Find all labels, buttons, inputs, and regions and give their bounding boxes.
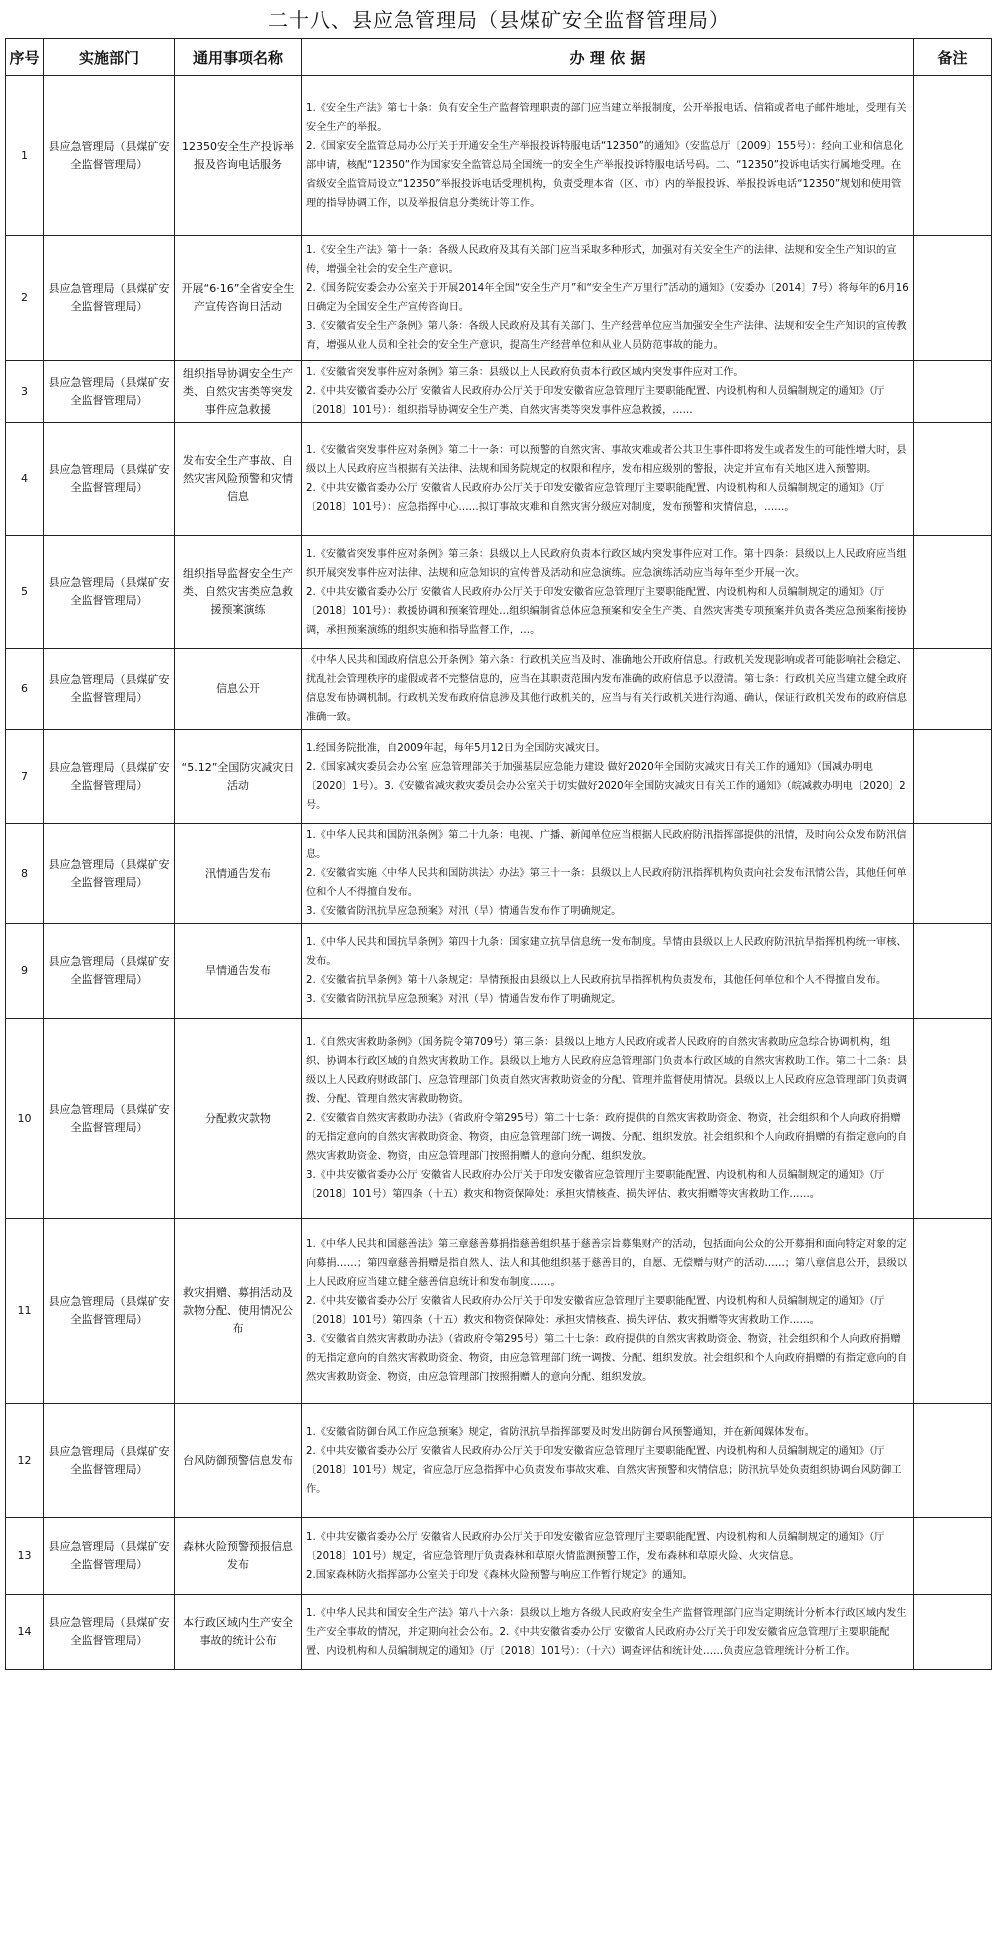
- row-dept: 县应急管理局（县煤矿安全监督管理局）: [44, 76, 175, 236]
- basis-paragraph: 2.《安徽省实施〈中华人民共和国防洪法〉办法》第三十一条：县级以上人民政府防汛指挥机构负责向社会发布汛情公告，其他任何单位和个人不得擅自发布。: [306, 868, 907, 898]
- basis-paragraph: 1.《中共安徽省委办公厅 安徽省人民政府办公厅关于印发安徽省应急管理厅主要职能配置、内设机构和人员编制规定的通知》（厅〔2018〕101号）规定，省应急管理厅负责森林和草原火情监测预警工作，发布森林和草原火险、火灾信息。: [306, 1531, 885, 1562]
- basis-paragraph: 2.国家森林防火指挥部办公室关于印发《森林火险预警与响应工作暂行规定》的通知。: [306, 1569, 693, 1581]
- row-item: 汛情通告发布: [175, 824, 302, 924]
- basis-paragraph: 2.《国务院安委会办公室关于开展2014年全国“安全生产月”和“安全生产万里行”活动的通知》（安委办〔2014〕7号）将每年的6月16日确定为全国安全生产宣传咨询日。: [306, 283, 909, 313]
- header-remark: 备注: [914, 39, 992, 76]
- basis-paragraph: 3.《安徽省安全生产条例》第八条：各级人民政府及其有关部门、生产经营单位应当加强安全生产法律、法规和安全生产知识的宣传教育，增强从业人员和全社会的安全生产意识，提高生产经营单位和从业人员防范事故的能力。: [306, 321, 907, 351]
- basis-paragraph: 1.《自然灾害救助条例》（国务院令第709号）第三条：县级以上地方人民政府或者人民政府的自然灾害救助应急综合协调机构，组织、协调本行政区域的自然灾害救助工作。县级以上地方人民政府应急管理部门负责本行政区域的自然灾害救助工作。第二十二条：县级以上人民政府财政部门、应急管理部门负责自然灾害救助资金的分配、管理并监督使用情况。县级以上人民政府应急管理部门负责调拨、分配、管理自然灾害救助物资。: [306, 1037, 908, 1105]
- row-remark: [914, 423, 992, 536]
- row-remark: [914, 1019, 992, 1219]
- row-dept: 县应急管理局（县煤矿安全监督管理局）: [44, 1404, 175, 1518]
- row-basis: [302, 423, 914, 536]
- row-item: 开展“6·16”全省安全生产宣传咨询日活动: [175, 236, 302, 361]
- table-row: [6, 824, 992, 924]
- row-remark: [914, 236, 992, 361]
- row-basis: [302, 361, 914, 423]
- row-seq: 10: [6, 1019, 44, 1219]
- row-basis: [302, 1019, 914, 1219]
- row-item: “5.12”全国防灾减灾日活动: [175, 730, 302, 824]
- row-remark: [914, 76, 992, 236]
- basis-paragraph: 1.《中华人民共和国防汛条例》第二十九条：电视、广播、新闻单位应当根据人民政府防汛指挥部提供的汛情，及时向公众发布防汛信息。: [306, 830, 907, 860]
- table-row: [6, 236, 992, 361]
- basis-paragraph: 1.《安徽省突发事件应对条例》第三条：县级以上人民政府负责本行政区域内突发事件应对工作。: [306, 367, 744, 378]
- row-basis: [302, 1595, 914, 1670]
- row-seq: 7: [6, 730, 44, 824]
- row-basis: [302, 1404, 914, 1518]
- table-row: [6, 361, 992, 423]
- row-remark: [914, 924, 992, 1019]
- basis-paragraph: 1.《中华人民共和国抗旱条例》第四十九条：国家建立抗旱信息统一发布制度。旱情由县级以上人民政府防汛抗旱指挥机构统一审核、发布。: [306, 937, 907, 967]
- row-dept: 县应急管理局（县煤矿安全监督管理局）: [44, 824, 175, 924]
- row-item: 组织指导协调安全生产类、自然灾害类等突发事件应急救援: [175, 361, 302, 423]
- row-dept: 县应急管理局（县煤矿安全监督管理局）: [44, 1595, 175, 1670]
- row-dept: 县应急管理局（县煤矿安全监督管理局）: [44, 361, 175, 423]
- row-basis: [302, 1518, 914, 1595]
- row-basis: [302, 536, 914, 649]
- row-seq: 2: [6, 236, 44, 361]
- basis-paragraph: 2.《安徽省抗旱条例》第十八条规定：旱情预报由县级以上人民政府抗旱指挥机构负责发布，其他任何单位和个人不得擅自发布。: [306, 975, 887, 986]
- row-item: 组织指导监督安全生产类、自然灾害类应急救援预案演练: [175, 536, 302, 649]
- table-row: [6, 1595, 992, 1670]
- basis-paragraph: 1.《安徽省防御台风工作应急预案》规定，省防汛抗旱指挥部要及时发出防御台风预警通知，并在新闻媒体发布。: [306, 1426, 815, 1438]
- row-remark: [914, 1518, 992, 1595]
- basis-paragraph: 2.《中共安徽省委办公厅 安徽省人民政府办公厅关于印发安徽省应急管理厅主要职能配置、内设机构和人员编制规定的通知》（厅〔2018〕101号）：应急指挥中心……拟订事故灾难和自然灾害分级应对制度，发布预警和灾情信息，……。: [306, 483, 885, 513]
- table-row: [6, 924, 992, 1019]
- row-dept: 县应急管理局（县煤矿安全监督管理局）: [44, 536, 175, 649]
- basis-paragraph: 2.《中共安徽省委办公厅 安徽省人民政府办公厅关于印发安徽省应急管理厅主要职能配置、内设机构和人员编制规定的通知》（厅〔2018〕101号）第四条（十五）救灾和物资保障处：承担灾情核查、损失评估、救灾捐赠等灾害救助工作……。: [306, 1296, 885, 1326]
- row-item: 分配救灾款物: [175, 1019, 302, 1219]
- basis-paragraph: 2.《中共安徽省委办公厅 安徽省人民政府办公厅关于印发安徽省应急管理厅主要职能配置、内设机构和人员编制规定的通知》（厅〔2018〕101号）：组织指导协调安全生产类、自然灾害类等突发事件应急救援，……: [306, 386, 885, 416]
- row-remark: [914, 824, 992, 924]
- basis-paragraph: 2.《国家安全监管总局办公厅关于开通安全生产举报投诉特服电话“12350”的通知》（安监总厅〔2009〕155号）：经向工业和信息化部申请，核配“12350”作为国家安全监管总局全国统一的安全生产举报投诉特服电话号码。二、“12350”投诉电话实行属地受理。在省级安全监管局设立“12350”举报投诉电话受理机构，负责受理本省（区、市）内的举报投诉、举报投诉电话“12350”规划和使用管理的指导协调工作，以及举报信息分类统计等工作。: [306, 140, 904, 209]
- row-remark: [914, 1219, 992, 1404]
- row-basis: [302, 236, 914, 361]
- basis-paragraph: 1.《安全生产法》第十一条：各级人民政府及其有关部门应当采取多种形式，加强对有关安全生产的法律、法规和安全生产知识的宣传，增强全社会的安全生产意识。: [306, 245, 897, 275]
- row-item: 旱情通告发布: [175, 924, 302, 1019]
- row-seq: 13: [6, 1518, 44, 1595]
- table-row: [6, 730, 992, 824]
- basis-paragraph: 3.《中共安徽省委办公厅 安徽省人民政府办公厅关于印发安徽省应急管理厅主要职能配置、内设机构和人员编制规定的通知》（厅〔2018〕101号）第四条（十五）救灾和物资保障处：承担灾情核查、损失评估、救灾捐赠等灾害救助工作……。: [306, 1170, 885, 1200]
- table-row: [6, 1219, 992, 1404]
- row-seq: 12: [6, 1404, 44, 1518]
- row-basis: [302, 649, 914, 730]
- row-basis: [302, 730, 914, 824]
- basis-paragraph: 3.《安徽省自然灾害救助办法》（省政府令第295号）第二十七条：政府提供的自然灾害救助资金、物资，社会组织和个人向政府捐赠的无指定意向的自然灾害救助资金、物资，由应急管理部门统一调拨、分配、组织发放。社会组织和个人向政府捐赠的有指定意向的自然灾害救助资金、物资，由应急管理部门按照捐赠人的意向分配、组织发放。: [306, 1334, 908, 1383]
- table-row: [6, 423, 992, 536]
- row-seq: 9: [6, 924, 44, 1019]
- table-row: [6, 536, 992, 649]
- row-basis: [302, 824, 914, 924]
- basis-paragraph: 1.《安徽省突发事件应对条例》第三条：县级以上人民政府负责本行政区域内突发事件应对工作。第十四条：县级以上人民政府应当组织开展突发事件应对法律、法规和应急知识的宣传普及活动和应急演练。应急演练活动应当每年至少开展一次。: [306, 548, 907, 579]
- row-dept: 县应急管理局（县煤矿安全监督管理局）: [44, 649, 175, 730]
- row-remark: [914, 536, 992, 649]
- row-dept: 县应急管理局（县煤矿安全监督管理局）: [44, 1518, 175, 1595]
- row-seq: 11: [6, 1219, 44, 1404]
- row-seq: 8: [6, 824, 44, 924]
- basis-paragraph: 3.《安徽省防汛抗旱应急预案》对汛（旱）情通告发布作了明确规定。: [306, 994, 622, 1005]
- table-row: [6, 649, 992, 730]
- table-body: [6, 76, 992, 1670]
- row-seq: 1: [6, 76, 44, 236]
- basis-paragraph: 1.经国务院批准，自2009年起，每年5月12日为全国防灾减灾日。: [306, 742, 606, 754]
- table-row: [6, 1404, 992, 1518]
- row-dept: 县应急管理局（县煤矿安全监督管理局）: [44, 730, 175, 824]
- basis-paragraph: 2.《中共安徽省委办公厅 安徽省人民政府办公厅关于印发安徽省应急管理厅主要职能配置、内设机构和人员编制规定的通知》（厅〔2018〕101号）规定，省应急厅应急指挥中心负责发布事故灾难、自然灾害预警和灾情信息；防汛抗旱处负责组织协调台风防御工作。: [306, 1445, 902, 1495]
- table-row: [6, 76, 992, 236]
- row-item: 森林火险预警预报信息发布: [175, 1518, 302, 1595]
- header-item: 通用事项名称: [175, 39, 302, 76]
- header-basis: 办 理 依 据: [302, 39, 914, 76]
- table-row: [6, 1019, 992, 1219]
- header-dept: 实施部门: [44, 39, 175, 76]
- row-remark: [914, 1404, 992, 1518]
- row-basis: [302, 924, 914, 1019]
- row-remark: [914, 361, 992, 423]
- basis-paragraph: 1.《安徽省突发事件应对条例》第二十一条：可以预警的自然灾害、事故灾难或者公共卫生事件即将发生或者发生的可能性增大时，县级以上人民政府应当根据有关法律、法规和国务院规定的权限和程序，发布相应级别的警报，决定并宣布有关地区进入预警期。: [306, 445, 907, 475]
- row-item: 信息公开: [175, 649, 302, 730]
- basis-paragraph: 2.《中共安徽省委办公厅 安徽省人民政府办公厅关于印发安徽省应急管理厅主要职能配置、内设机构和人员编制规定的通知》（厅〔2018〕101号）：救援协调和预案管理处…组织编制省总体应急预案和安全生产类、自然灾害类专项预案并负责各类应急预案衔接协调，承担预案演练的组织实施和指导监督工作，…。: [306, 586, 907, 636]
- row-item: 台风防御预警信息发布: [175, 1404, 302, 1518]
- basis-paragraph: 《中华人民共和国政府信息公开条例》第六条：行政机关应当及时、准确地公开政府信息。行政机关发现影响或者可能影响社会稳定、扰乱社会管理秩序的虚假或者不完整信息的，应当在其职责范围内发布准确的政府信息予以澄清。第七条：行政机关应当建立健全政府信息发布协调机制。行政机关发布政府信息涉及其他行政机关的，应当与有关行政机关进行沟通、确认，保证行政机关发布的政府信息准确一致。: [306, 655, 908, 723]
- basis-paragraph: 3.《安徽省防汛抗旱应急预案》对汛（旱）情通告发布作了明确规定。: [306, 906, 622, 917]
- table-row: [6, 1518, 992, 1595]
- basis-paragraph: 1.《中华人民共和国慈善法》第三章慈善募捐指慈善组织基于慈善宗旨募集财产的活动，包括面向公众的公开募捐和面向特定对象的定向募捐……；第四章慈善捐赠是指自然人、法人和其他组织基于慈善目的，自愿、无偿赠与财产的活动……；第八章信息公开，县级以上人民政府应当建立健全慈善信息统计和发布制度……。: [306, 1239, 908, 1288]
- row-dept: 县应急管理局（县煤矿安全监督管理局）: [44, 1019, 175, 1219]
- header-seq: 序号: [6, 39, 44, 76]
- row-basis: [302, 76, 914, 236]
- row-basis: [302, 1219, 914, 1404]
- row-remark: [914, 1595, 992, 1670]
- row-seq: 14: [6, 1595, 44, 1670]
- row-item: 发布安全生产事故、自然灾害风险预警和灾情信息: [175, 423, 302, 536]
- row-item: 12350安全生产投诉举报及咨询电话服务: [175, 76, 302, 236]
- row-item: 救灾捐赠、募捐活动及款物分配、使用情况公布: [175, 1219, 302, 1404]
- row-seq: 3: [6, 361, 44, 423]
- basis-paragraph: 1.《中华人民共和国安全生产法》第八十六条：县级以上地方各级人民政府安全生产监督管理部门应当定期统计分析本行政区域内发生生产安全事故的情况，并定期向社会公布。2.《中共安徽省委办公厅 安徽省人民政府办公厅关于印发安徽省应急管理厅主要职能配置、内设机构和人员编制规定的通知》（厅〔2018〕101号）：（十六）调查评估和统计处……负责应急管理统计分析工作。: [306, 1607, 907, 1657]
- basis-paragraph: 2.《安徽省自然灾害救助办法》（省政府令第295号）第二十七条：政府提供的自然灾害救助资金、物资，社会组织和个人向政府捐赠的无指定意向的自然灾害救助资金、物资，由应急管理部门统一调拨、分配、组织发放。社会组织和个人向政府捐赠的有指定意向的自然灾害救助资金、物资，由应急管理部门按照捐赠人的意向分配、组织发放。: [306, 1113, 908, 1162]
- table-header-row: [6, 39, 992, 76]
- basis-paragraph: 1.《安全生产法》第七十条：负有安全生产监督管理职责的部门应当建立举报制度，公开举报电话、信箱或者电子邮件地址，受理有关安全生产的举报。: [306, 102, 907, 133]
- row-remark: [914, 649, 992, 730]
- row-dept: 县应急管理局（县煤矿安全监督管理局）: [44, 236, 175, 361]
- page-title: 二十八、县应急管理局（县煤矿安全监督管理局）: [268, 8, 730, 32]
- service-table: [5, 38, 992, 1670]
- row-item: 本行政区域内生产安全事故的统计公布: [175, 1595, 302, 1670]
- row-remark: [914, 730, 992, 824]
- row-dept: 县应急管理局（县煤矿安全监督管理局）: [44, 1219, 175, 1404]
- row-dept: 县应急管理局（县煤矿安全监督管理局）: [44, 423, 175, 536]
- row-dept: 县应急管理局（县煤矿安全监督管理局）: [44, 924, 175, 1019]
- row-seq: 5: [6, 536, 44, 649]
- row-seq: 6: [6, 649, 44, 730]
- row-seq: 4: [6, 423, 44, 536]
- basis-paragraph: 2.《国家减灾委员会办公室 应急管理部关于加强基层应急能力建设 做好2020年全国防灾减灾日有关工作的通知》（国减办明电〔2020〕1号）。3.《安徽省减灾救灾委员会办公室关于切实做好2020年全国防灾减灾日有关工作的通知》（皖减救办明电〔2020〕2号。: [306, 761, 906, 811]
